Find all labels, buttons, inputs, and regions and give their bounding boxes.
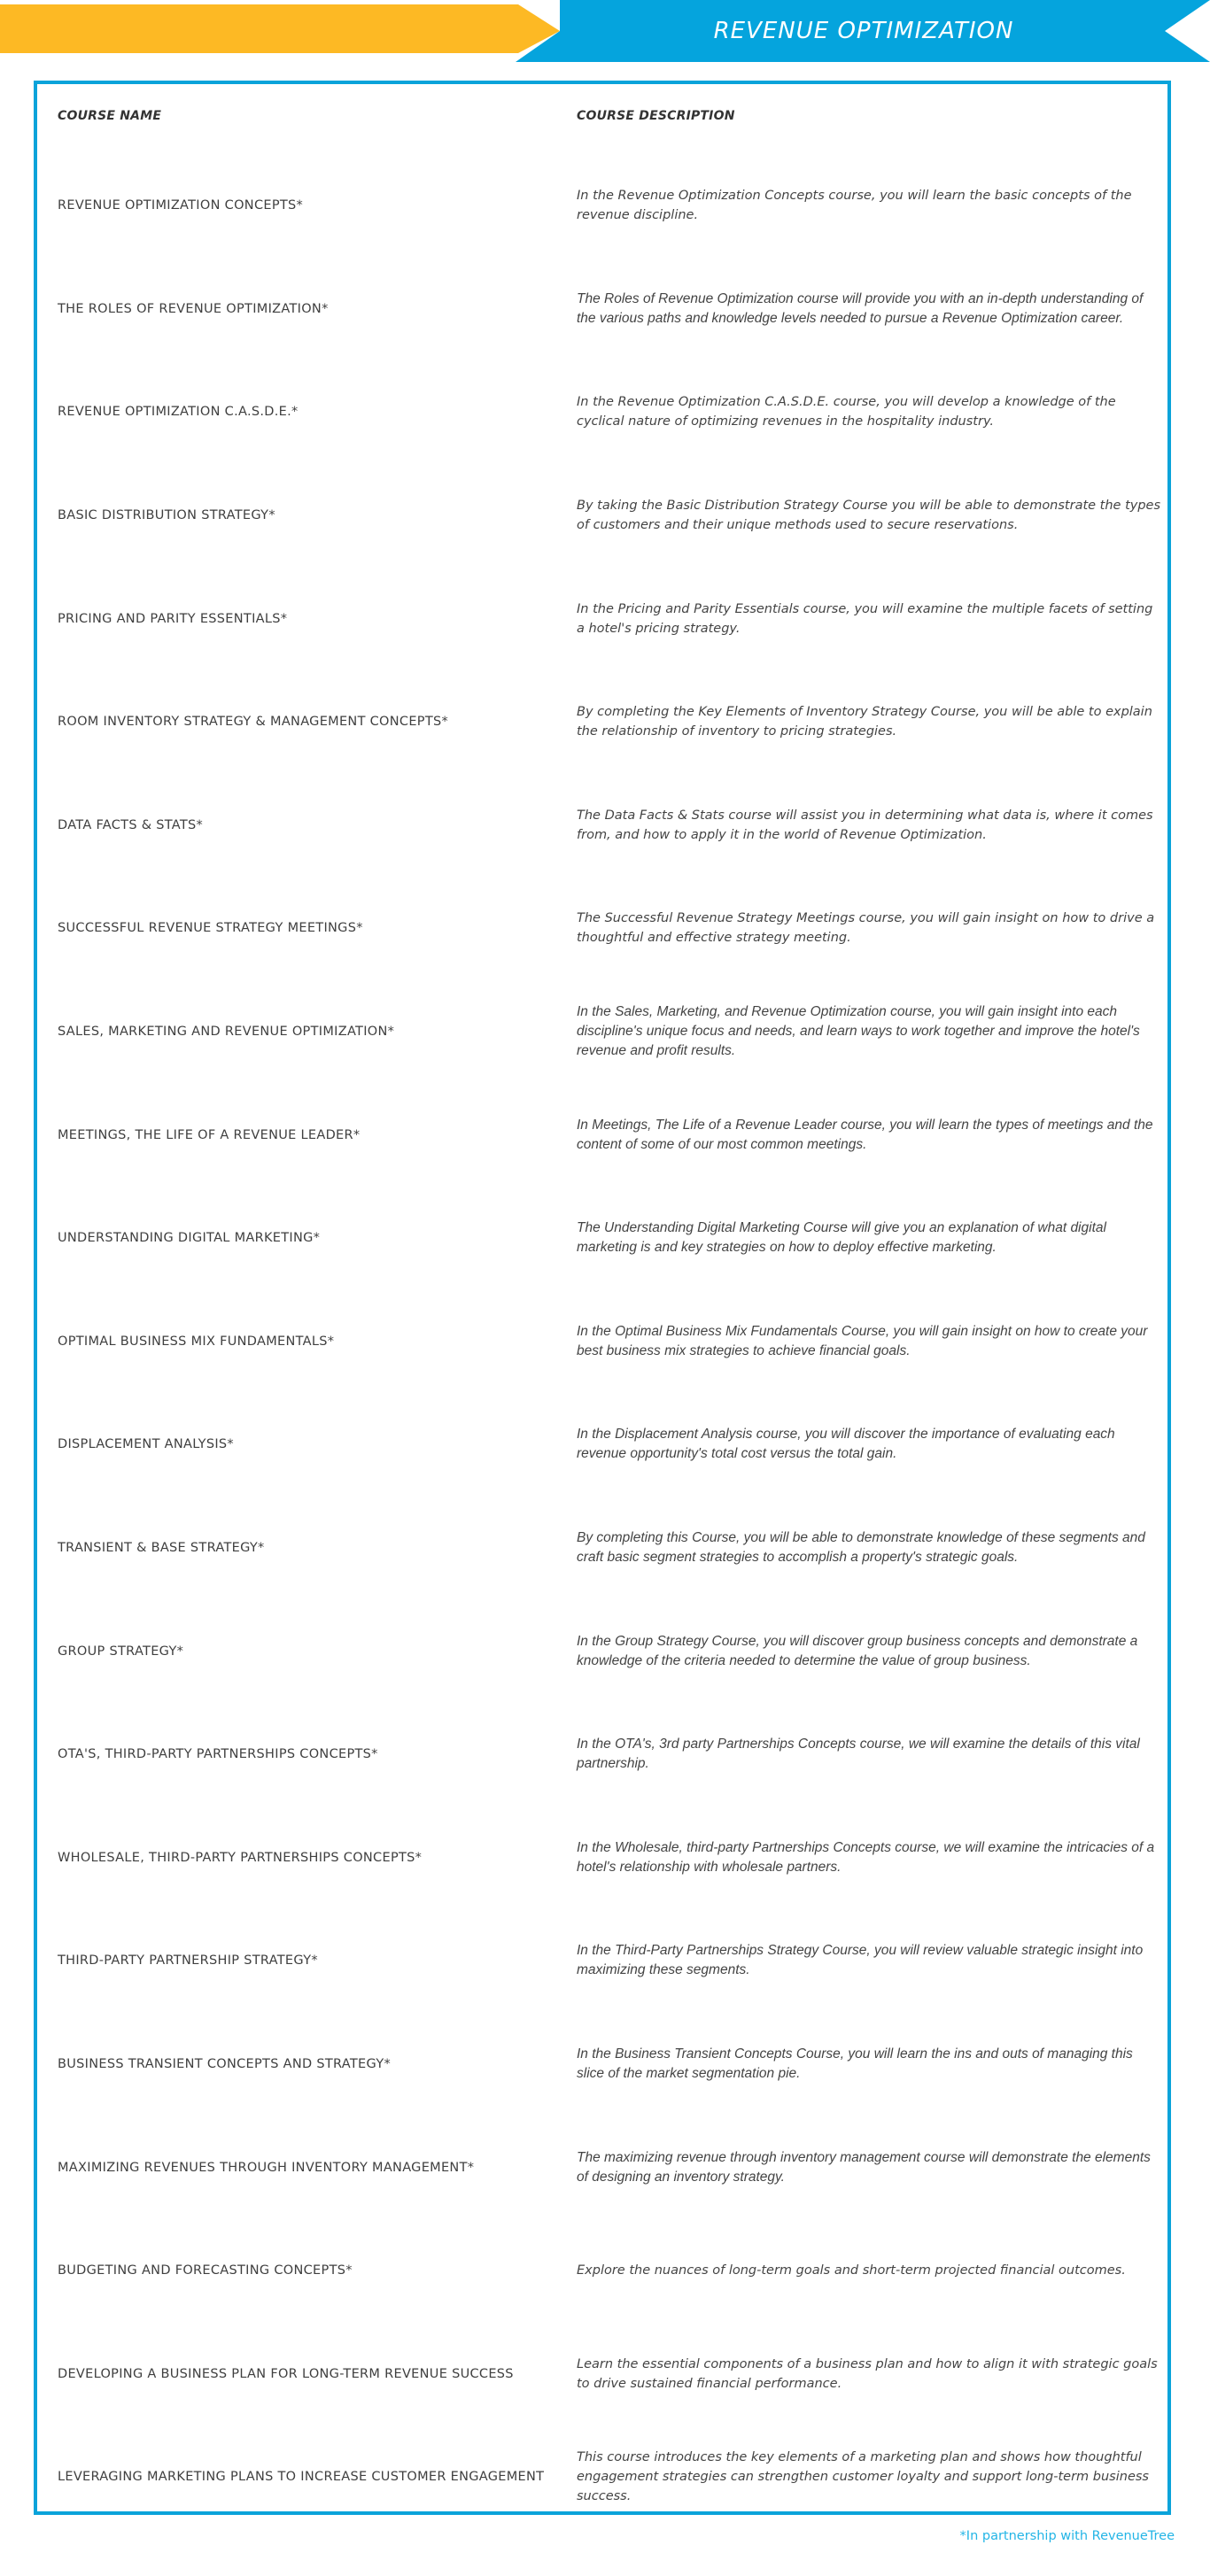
table-row [37,670,1167,774]
course-name: DATA FACTS & STATS* [58,817,204,832]
course-name: BUDGETING AND FORECASTING CONCEPTS* [58,2263,353,2278]
course-description: This course introduces the key elements of a marketing plan and shows how thoughtful engagement strategies can strengthen customer loyalty and support long-term business success. [577,2450,1149,2504]
course-description: The maximizing revenue through inventory management course will demonstrate the elements of designing an inventory strategy. [577,2149,1151,2185]
table-row [37,2219,1167,2323]
table-row [37,2322,1167,2425]
course-description: Explore the nuances of long-term goals and short-term projected financial outcomes. [577,2263,1126,2278]
course-description: In the Third-Party Partnerships Strategy Course, you will review valuable strategic insight into maximizing these segments. [577,1943,1144,1978]
course-description: In the Wholesale, third-party Partnerships Concepts course, we will examine the intricacies of a hotel's relationship with wholesale partners. [577,1839,1155,1875]
course-name: GROUP STRATEGY* [58,1644,184,1659]
course-description: In the Revenue Optimization C.A.S.D.E. course, you will develop a knowledge of the cyclical nature of optimizing revenues in the hospitality industry. [577,395,1116,429]
course-name: OPTIMAL BUSINESS MIX FUNDAMENTALS* [58,1334,335,1349]
table-body [37,154,1167,2529]
course-description: In the Revenue Optimization Concepts course, you will learn the basic concepts of the revenue discipline. [577,189,1132,223]
table-row [37,2116,1167,2219]
course-description: In the Business Transient Concepts Course, you will learn the ins and outs of managing this slice of the market segmentation pie. [577,2046,1133,2081]
page-title: REVENUE OPTIMIZATION [713,18,1014,44]
table-row [37,1909,1167,2013]
table-row [37,464,1167,568]
course-name: REVENUE OPTIMIZATION C.A.S.D.E.* [58,405,299,420]
course-name: SALES, MARKETING AND REVENUE OPTIMIZATION* [58,1025,395,1040]
table-row [37,877,1167,980]
table-row [37,567,1167,670]
course-name: DEVELOPING A BUSINESS PLAN FOR LONG-TERM REVENUE SUCCESS [58,2366,514,2381]
table-row [37,1497,1167,1600]
banner-yellow-arrow [0,4,560,53]
course-table [34,81,1171,2515]
table-row [37,1599,1167,1703]
course-name: BASIC DISTRIBUTION STRATEGY* [58,508,275,523]
table-row [37,1290,1167,1394]
course-name: DISPLACEMENT ANALYSIS* [58,1437,234,1452]
course-description: The Data Facts & Stats course will assist you in determining what data is, where it comes from, and how to apply it in the world of Revenue Optimization. [577,808,1153,842]
course-name: MAXIMIZING REVENUES THROUGH INVENTORY MANAGEMENT* [58,2160,475,2175]
table-row [37,1187,1167,1290]
course-description: By taking the Basic Distribution Strategy Course you will be able to demonstrate the types of customers and their unique methods used to secure reservations. [577,499,1161,533]
course-name: BUSINESS TRANSIENT CONCEPTS AND STRATEGY* [58,2056,392,2071]
partnership-footnote: *In partnership with RevenueTree [959,2529,1175,2543]
course-description: By completing the Key Elements of Inventory Strategy Course, you will be able to explain the relationship of inventory to pricing strategies. [577,705,1152,739]
course-name: MEETINGS, THE LIFE OF A REVENUE LEADER* [58,1127,361,1142]
course-name: PRICING AND PARITY ESSENTIALS* [58,611,288,626]
table-row [37,1703,1167,1806]
table-row [37,154,1167,258]
course-description: In Meetings, The Life of a Revenue Leader course, you will learn the types of meetings and the content of some of our most common meetings. [577,1117,1153,1152]
course-description: In the Group Strategy Course, you will discover group business concepts and demonstrate a knowledge of the criteria needed to determine the value of group business. [577,1633,1138,1668]
course-name: LEVERAGING MARKETING PLANS TO INCREASE CUSTOMER ENGAGEMENT [58,2470,545,2485]
column-header-course-description: COURSE DESCRIPTION [577,109,735,123]
course-description: By completing this Course, you will be able to demonstrate knowledge of these segments and craft basic segment strategies to accomplish a property's strategic goals. [577,1530,1145,1566]
course-description: In the Pricing and Parity Essentials course, you will examine the multiple facets of setting a hotel's pricing strategy. [577,601,1153,636]
course-description: In the Sales, Marketing, and Revenue Optimization course, you will gain insight into each discipline's unique focus and needs, and learn ways to work together and improve the hotel's revenue and profit results. [577,1004,1140,1059]
course-description: In the OTA's, 3rd party Partnerships Concepts course, we will examine the details of this vital partnership. [577,1737,1140,1772]
course-description: In the Displacement Analysis course, you will discover the importance of evaluating each revenue opportunity's total cost versus the total gain. [577,1427,1115,1462]
column-header-course-name: COURSE NAME [58,109,162,123]
table-row [37,2013,1167,2116]
course-description: In the Optimal Business Mix Fundamentals Course, you will gain insight on how to create your best business mix strategies to achieve financial goals. [577,1323,1148,1358]
table-row [37,360,1167,464]
course-description: The Successful Revenue Strategy Meetings course, you will gain insight on how to drive a thoughtful and effective strategy meeting. [577,911,1155,946]
table-row [37,774,1167,878]
course-name: SUCCESSFUL REVENUE STRATEGY MEETINGS* [58,921,363,936]
table-row [37,258,1167,361]
course-name: THIRD-PARTY PARTNERSHIP STRATEGY* [58,1953,318,1969]
course-name: OTA'S, THIRD-PARTY PARTNERSHIPS CONCEPTS* [58,1747,378,1762]
course-name: TRANSIENT & BASE STRATEGY* [58,1541,265,1556]
table-header [37,84,1167,146]
course-description: The Roles of Revenue Optimization course will provide you with an in-depth understanding of the various paths and knowledge levels needed to pursue a Revenue Optimization career. [577,290,1144,326]
course-name: UNDERSTANDING DIGITAL MARKETING* [58,1231,321,1246]
page-banner [0,0,1210,62]
table-row [37,2425,1167,2529]
course-name: WHOLESALE, THIRD-PARTY PARTNERSHIPS CONCEPTS* [58,1850,423,1865]
course-name: THE ROLES OF REVENUE OPTIMIZATION* [58,301,329,316]
course-name: REVENUE OPTIMIZATION CONCEPTS* [58,198,304,213]
course-description: The Understanding Digital Marketing Course will give you an explanation of what digital marketing is and key strategies on how to deploy effective marketing. [577,1220,1106,1256]
table-row [37,1806,1167,1910]
table-row [37,1393,1167,1497]
table-row [37,1083,1167,1187]
table-row [37,980,1167,1084]
course-description: Learn the essential components of a business plan and how to align it with strategic goals to drive sustained financial performance. [577,2356,1158,2391]
course-name: ROOM INVENTORY STRATEGY & MANAGEMENT CONCEPTS* [58,715,449,730]
